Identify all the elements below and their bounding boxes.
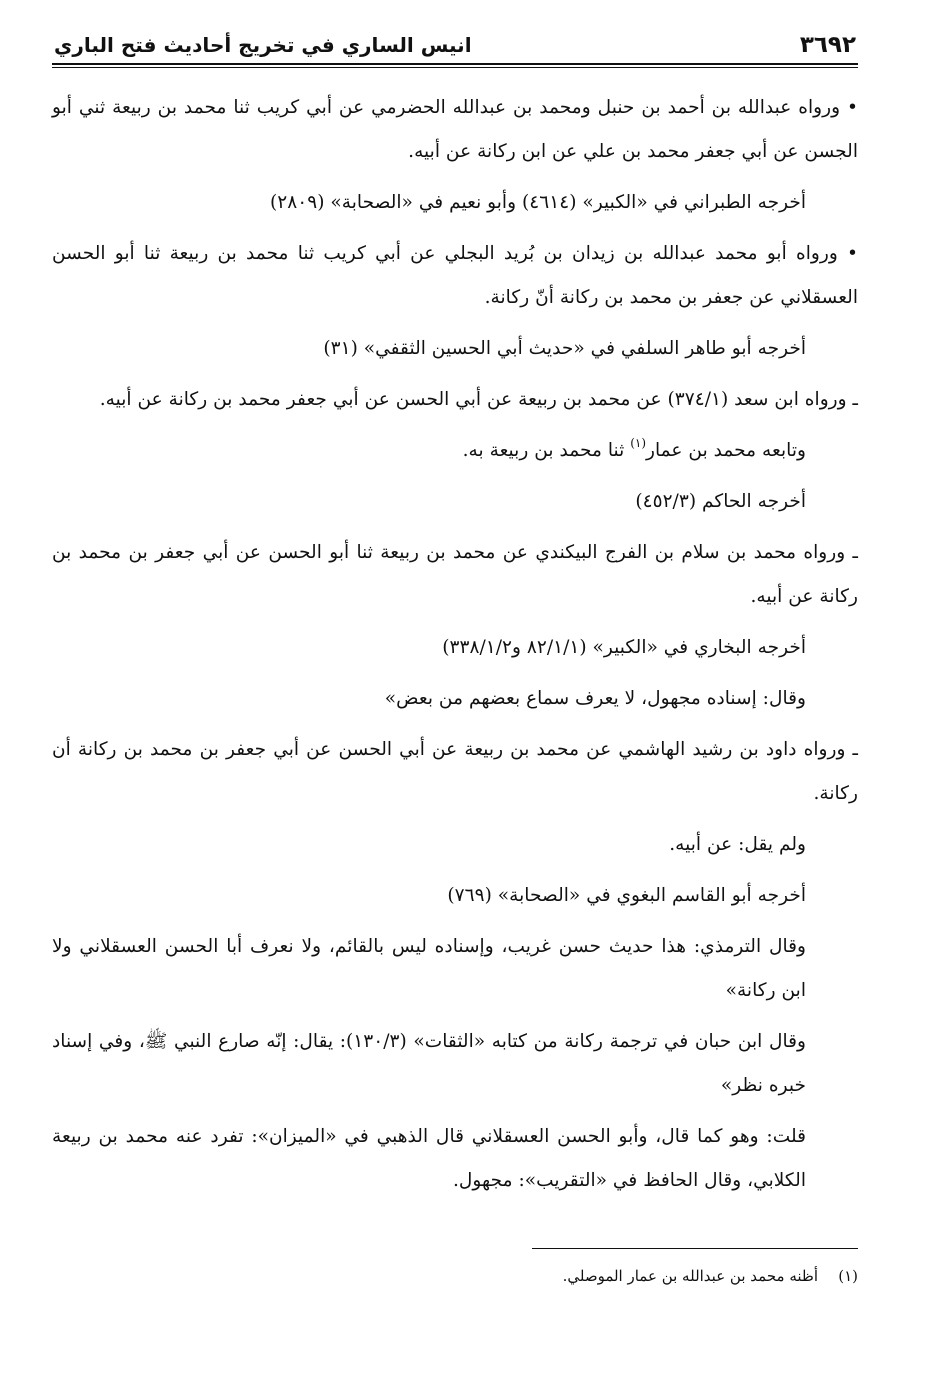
paragraph-narration-ibn-saad: ـ ورواه ابن سعد (٣٧٤/١) عن محمد بن ربيعة عن أبي الحسن عن أبي جعفر محمد بن ركانة عن أبيه.	[99, 389, 858, 410]
paragraph-bukhari-comment: وقال: إسناده مجهول، لا يعرف سماع بعضهم من بعض»	[384, 688, 806, 709]
page-number: ٣٦٩٢	[799, 32, 856, 58]
paragraph-takhrij-bukhari: أخرجه البخاري في «الكبير» (٨٢/١/١ و٣٣٨/١/٢)	[442, 637, 806, 658]
paragraph-ibn-hibban-comment: وقال ابن حبان في ترجمة ركانة من كتابه «الثقات» (١٣٠/٣): يقال: إنّه صارع النبي ﷺ، وفي إسناد خبره نظر»	[52, 1031, 806, 1096]
mutabaa-text-rest: ثنا محمد بن ربيعة به.	[462, 440, 631, 461]
paragraph-takhrij-hakim: أخرجه الحاكم (٤٥٢/٣)	[635, 491, 806, 512]
footnote	[52, 1262, 858, 1290]
page-body	[52, 86, 858, 1203]
header-rule	[52, 63, 858, 68]
paragraph-narration-bikandi: ـ ورواه محمد بن سلام بن الفرج البيكندي عن محمد بن ربيعة ثنا أبو الحسن عن أبي جعفر بن محمد بن ركانة عن أبيه.	[52, 542, 858, 607]
document-page	[52, 26, 858, 1285]
footnote-reference[interactable]: (١)	[630, 436, 647, 450]
footnote-separator	[532, 1248, 858, 1249]
footnote-number: (١)	[838, 1267, 858, 1285]
paragraph-takhrij-baghawi: أخرجه أبو القاسم البغوي في «الصحابة» (٧٦٩)	[447, 885, 806, 906]
paragraph-narration-dawud: ـ ورواه داود بن رشيد الهاشمي عن محمد بن ربيعة عن أبي الحسن عن أبي جعفر بن محمد بن ركانة أن ركانة.	[52, 739, 858, 804]
mutabaa-text: وتابعه محمد بن عمار	[646, 440, 806, 461]
paragraph-tirmidhi-comment: وقال الترمذي: هذا حديث حسن غريب، وإسناده ليس بالقائم، ولا نعرف أبا الحسن العسقلاني ولا ابن ركانة»	[52, 936, 806, 1001]
paragraph-author-conclusion: قلت: وهو كما قال، وأبو الحسن العسقلاني قال الذهبي في «الميزان»: تفرد عنه محمد بن ربيعة الكلابي، وقال الحافظ في «التقريب»: مجهول.	[52, 1126, 806, 1191]
paragraph-takhrij-silafi: أخرجه أبو طاهر السلفي في «حديث أبي الحسين الثقفي» (٣١)	[323, 338, 806, 359]
paragraph-narration-abdullah: • ورواه عبدالله بن أحمد بن حنبل ومحمد بن عبدالله الحضرمي عن أبي كريب ثنا محمد بن ربيعة ثني أبو الجسن عن أبي جعفر محمد بن علي عن ابن ركانة عن أبيه.	[52, 97, 858, 162]
footnote-text: أظنه محمد بن عبدالله بن عمار الموصلي.	[562, 1267, 818, 1285]
paragraph-note-an-abihi: ولم يقل: عن أبيه.	[669, 834, 806, 855]
paragraph-narration-abu-muhammad: • ورواه أبو محمد عبدالله بن زيدان بن بُريد البجلي عن أبي كريب ثنا محمد بن ربيعة ثنا أبو الحسن العسقلاني عن جعفر بن محمد بن ركانة أنّ ركانة.	[52, 243, 858, 308]
paragraph-mutabaa	[52, 429, 858, 473]
page-header	[52, 26, 858, 60]
running-title: انيس الساري في تخريج أحاديث فتح الباري	[54, 33, 472, 57]
paragraph-takhrij-tabarani: أخرجه الطبراني في «الكبير» (٤٦١٤) وأبو نعيم في «الصحابة» (٢٨٠٩)	[270, 192, 806, 213]
